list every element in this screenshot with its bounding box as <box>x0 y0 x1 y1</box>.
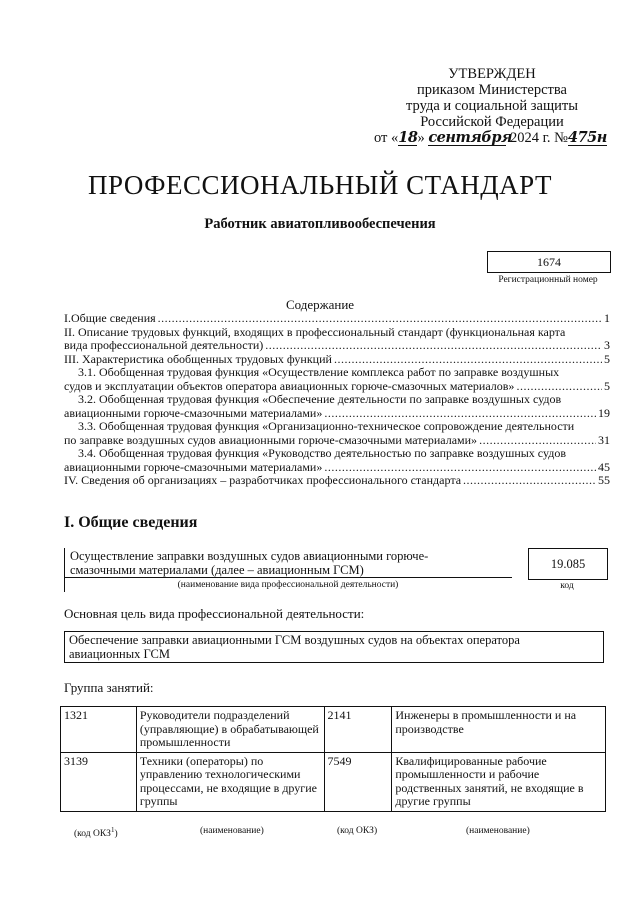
date-year: 2024 г. № <box>509 130 568 146</box>
caption-okz-code-a: (код ОКЗ$^1$) <box>74 826 118 840</box>
toc-entry[interactable]: II. Описание трудовых функций, входящих в профессиональный стандарт (функциональная карта вида профессиональной деятельности) ..... 3 <box>64 326 610 353</box>
toc-entry[interactable]: 3.3. Обобщенная трудовая функция «Организационно-техническое сопровождение деятельности по заправке воздушных судов авиационными горюче-смазочными материалами» ..... 31 <box>64 420 610 447</box>
toc-heading: Содержание <box>285 297 355 312</box>
table-of-contents <box>64 312 610 488</box>
activity-underline <box>64 577 512 578</box>
okz-name: Техники (операторы) по управлению технологическими процессами, не входящие в другие группы <box>136 752 324 811</box>
okz-code: 1321 <box>61 707 137 753</box>
okz-name: Руководители подразделений (управляющие) в обрабатывающей промышленности <box>136 707 324 753</box>
activity-name <box>70 549 490 577</box>
date-month: сентября <box>428 129 513 146</box>
date-mid: » <box>417 130 425 146</box>
activity-line1: Осуществление заправки воздушных судов авиационными горюче- <box>70 549 429 563</box>
activity-code: 19.085 <box>528 548 608 580</box>
okz-code: 2141 <box>324 707 392 753</box>
registration-number: 1674 <box>487 251 611 273</box>
table-row <box>61 707 606 753</box>
approval-line2: приказом Министерства <box>417 82 567 98</box>
section-heading: I. Общие сведения <box>64 514 198 531</box>
goal-box <box>64 631 604 663</box>
toc-entry[interactable]: III. Характеристика обобщенных трудовых функций ..... 5 <box>64 353 610 367</box>
group-heading: Группа занятий: <box>64 680 154 695</box>
standard-subtitle: Работник авиатопливообеспечения <box>204 216 436 232</box>
activity-line2: смазочными материалами (далее – авиационным ГСМ) <box>70 563 364 577</box>
registration-label: Регистрационный номер <box>498 275 598 285</box>
occupation-group-table <box>60 706 606 812</box>
date-prefix: от « <box>374 130 399 146</box>
toc-entry[interactable]: 3.2. Обобщенная трудовая функция «Обеспечение деятельности по заправке воздушных судов авиационными горюче-смазочными материалами» ..... 19 <box>64 393 610 420</box>
okz-code: 7549 <box>324 752 392 811</box>
okz-name: Инженеры в промышленности и на производстве <box>392 707 606 753</box>
caption-okz-code-b: (код ОКЗ) <box>337 826 378 836</box>
activity-caption: (наименование вида профессиональной деятельности) <box>177 580 399 590</box>
approval-line3: труда и социальной защиты <box>406 98 578 114</box>
approval-line4: Российской Федерации <box>420 114 564 130</box>
approval-line1: УТВЕРЖДЕН <box>448 66 536 82</box>
table-row <box>61 752 606 811</box>
toc-entry[interactable]: I.Общие сведения ..... 1 <box>64 312 610 326</box>
approval-block <box>372 66 612 146</box>
date-day: 18 <box>398 129 418 146</box>
toc-entry[interactable]: 3.1. Обобщенная трудовая функция «Осуществление комплекса работ по заправке воздушных судов и эксплуатации объектов оператора авиационных горюче-смазочных материалов» ..... 5 <box>64 366 610 393</box>
order-number: 475н <box>568 129 607 146</box>
okz-name: Квалифицированные рабочие промышленности и рабочие родственных занятий, не входящие в другие группы <box>392 752 606 811</box>
goal-heading: Основная цель вида профессиональной деятельности: <box>64 606 365 621</box>
caption-name-a: (наименование) <box>200 826 264 836</box>
approval-date-line <box>374 130 612 146</box>
caption-name-b: (наименование) <box>466 826 530 836</box>
goal-line2: авиационных ГСМ <box>69 647 170 661</box>
standard-title: ПРОФЕССИОНАЛЬНЫЙ СТАНДАРТ <box>87 170 553 200</box>
toc-entry[interactable]: IV. Сведения об организациях – разработчиках профессионального стандарта ..... 55 <box>64 474 610 488</box>
goal-line1: Обеспечение заправки авиационными ГСМ воздушных судов на объектах оператора <box>69 633 520 647</box>
okz-code: 3139 <box>61 752 137 811</box>
code-caption: код <box>560 581 574 591</box>
toc-entry[interactable]: 3.4. Обобщенная трудовая функция «Руководство деятельностью по заправке воздушных судов авиационными горюче-смазочными материалами» ..... 45 <box>64 447 610 474</box>
